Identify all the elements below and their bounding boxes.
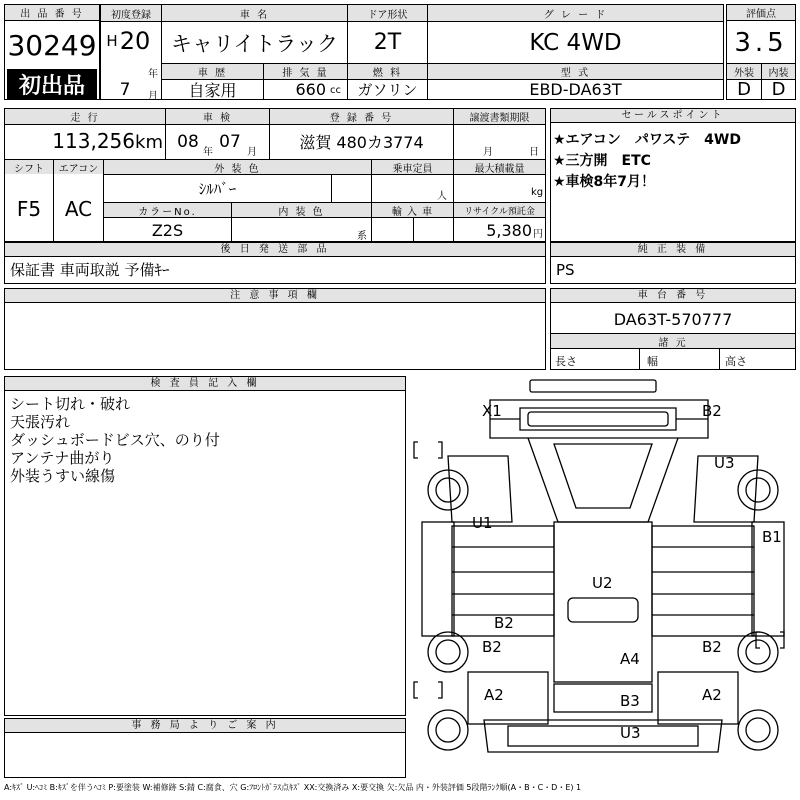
- interior-label: 内装: [762, 64, 795, 79]
- inspection-month: 07: [219, 132, 241, 152]
- history: 自家用: [188, 81, 237, 100]
- month-unit: 月: [148, 91, 158, 102]
- lot-number-label: 出 品 番 号: [5, 5, 99, 21]
- first-listing-badge: 初出品: [7, 69, 97, 99]
- inspection-month-unit: 月: [247, 147, 257, 158]
- ext-color-label: 外 装 色: [104, 160, 371, 174]
- grade: KC 4WD: [529, 29, 622, 56]
- color-no-label: カラーNo.: [104, 203, 231, 217]
- grade-label: グ レ ー ド: [428, 5, 723, 21]
- ac-label: エアコン: [54, 160, 103, 174]
- width-label: 幅: [647, 355, 658, 368]
- int-color-label: 内 装 色: [232, 203, 371, 217]
- vehicle-summary: [100, 4, 724, 100]
- ext-color: ｼﾙﾊﾞｰ: [198, 180, 237, 198]
- damage-diagram: [408, 372, 798, 780]
- score-box: [726, 4, 796, 100]
- score: 3.5: [734, 28, 788, 58]
- door-type-label: ドア形状: [348, 5, 427, 21]
- fuel: ガソリン: [357, 81, 418, 99]
- interior-grade: D: [771, 79, 786, 100]
- recycle-label: リサイクル預託金: [454, 203, 545, 217]
- car-name: キャリイトラック: [171, 31, 338, 56]
- era-letter: H: [106, 32, 118, 50]
- dimensions-label: 諸 元: [551, 334, 795, 348]
- inspector-line: 外装うすい線傷: [10, 467, 116, 485]
- transfer-deadline-label: 譲渡書類期限: [454, 109, 545, 124]
- shift: F5: [16, 197, 42, 221]
- sales-point-line: ★車検8年7月！: [553, 174, 656, 190]
- displacement-label: 排 気 量: [264, 64, 347, 79]
- mark-x1: X1: [482, 402, 502, 420]
- details-grid: [4, 108, 546, 242]
- mark-u1: U1: [472, 514, 493, 532]
- door-type: 2T: [373, 30, 402, 55]
- chassis-label: 車 台 番 号: [551, 289, 795, 303]
- office-box: [4, 718, 406, 778]
- caution-label: 注 意 事 項 欄: [5, 289, 545, 303]
- damage-legend: A:ｷｽﾞ U:ﾍｺﾐ B:ｷｽﾞを伴うﾍｺﾐ P:要塗装 W:補修跡 S:錆 C:腐食、穴 G:ﾌﾛﾝﾄｶﾞﾗｽ点ｷｽﾞ XX:交換済み X:要交換 欠:欠品 内・外装評価 5段階ﾗﾝｸ順(A・B・C・D・E) 1: [4, 783, 582, 792]
- sales-points-box: [550, 108, 796, 242]
- inspector-line: 天張汚れ: [10, 413, 71, 431]
- mark-u3-top: U3: [714, 454, 735, 472]
- displacement-unit: cc: [330, 85, 341, 96]
- inspection-year: 08: [177, 132, 199, 152]
- inspection-label: 車 検: [166, 109, 269, 124]
- mark-b1: B1: [762, 528, 782, 546]
- inspection-year-unit: 年: [203, 147, 213, 158]
- inspector-line: アンテナ曲がり: [10, 449, 115, 467]
- mark-a2-left: A2: [484, 686, 504, 704]
- first-registration-year: 20: [119, 27, 151, 55]
- exterior-label: 外装: [727, 64, 761, 79]
- int-color-unit: 系: [357, 231, 367, 242]
- year-unit: 年: [148, 69, 158, 80]
- inspector-line: ダッシュボードビス穴、のり付: [10, 431, 220, 449]
- capacity-unit: 人: [437, 191, 447, 202]
- caution-box: [4, 288, 546, 370]
- capacity-label: 乗車定員: [372, 160, 453, 174]
- inspector-box: [4, 376, 406, 716]
- mark-a2-right: A2: [702, 686, 722, 704]
- genuine-equipment-text: PS: [556, 261, 575, 279]
- later-parts-box: [4, 242, 546, 284]
- history-label: 車 歴: [162, 64, 263, 79]
- inspector-line: シート切れ・破れ: [10, 395, 131, 413]
- mark-u2: U2: [592, 574, 613, 592]
- plate-number: 滋賀 480カ3774: [299, 132, 424, 152]
- import-label: 輸 入 車: [372, 203, 453, 217]
- mark-b3: B3: [620, 692, 640, 710]
- model-code: EBD-DA63T: [529, 80, 622, 99]
- sales-point-line: ★三方開 ETC: [553, 153, 651, 169]
- sales-points-label: セールスポイント: [551, 109, 795, 123]
- exterior-grade: D: [737, 79, 751, 100]
- ac: AC: [64, 197, 93, 221]
- shift-label: シフト: [5, 160, 53, 174]
- height-label: 高さ: [725, 355, 747, 368]
- transfer-day-unit: 日: [529, 147, 539, 158]
- inspector-label: 検 査 員 記 入 欄: [5, 377, 405, 391]
- mark-b2-right: B2: [702, 638, 722, 656]
- score-label: 評価点: [727, 5, 795, 21]
- later-parts-text: 保証書 車両取説 予備ｷｰ: [10, 261, 170, 279]
- mileage-unit: km: [135, 131, 163, 153]
- mark-b2-center: B2: [494, 614, 514, 632]
- fuel-label: 燃 料: [348, 64, 427, 79]
- later-parts-label: 後 日 発 送 部 品: [5, 243, 545, 257]
- mark-a4: A4: [620, 650, 640, 668]
- mark-u3-bottom: U3: [620, 724, 641, 742]
- length-label: 長さ: [555, 355, 577, 368]
- sales-point-line: ★エアコン パワステ 4WD: [553, 132, 741, 148]
- chassis-number: DA63T-570777: [613, 309, 733, 329]
- mark-b2-left: B2: [482, 638, 502, 656]
- car-name-label: 車 名: [162, 5, 347, 21]
- first-registration-label: 初度登録: [101, 5, 161, 21]
- genuine-equipment-box: [550, 242, 796, 284]
- max-load-label: 最大積載量: [454, 160, 545, 174]
- recycle-fee: 5,380: [486, 221, 532, 240]
- recycle-unit: 円: [533, 229, 543, 240]
- first-registration-month: 7: [119, 80, 131, 100]
- mileage-label: 走 行: [5, 109, 165, 124]
- color-no: Z2S: [151, 221, 184, 240]
- max-load-unit: kg: [531, 187, 544, 198]
- chassis-box: [550, 288, 796, 370]
- genuine-equipment-label: 純 正 装 備: [551, 243, 795, 257]
- mark-b2-top: B2: [702, 402, 722, 420]
- plate-label: 登 録 番 号: [270, 109, 453, 124]
- displacement: 660: [295, 80, 326, 99]
- office-label: 事 務 局 よ り ご 案 内: [5, 719, 405, 733]
- transfer-month-unit: 月: [483, 147, 493, 158]
- lot-number-box: [4, 4, 100, 100]
- lot-number: 30249: [7, 28, 97, 62]
- model-code-label: 型 式: [428, 64, 723, 79]
- mileage: 113,256: [52, 129, 135, 153]
